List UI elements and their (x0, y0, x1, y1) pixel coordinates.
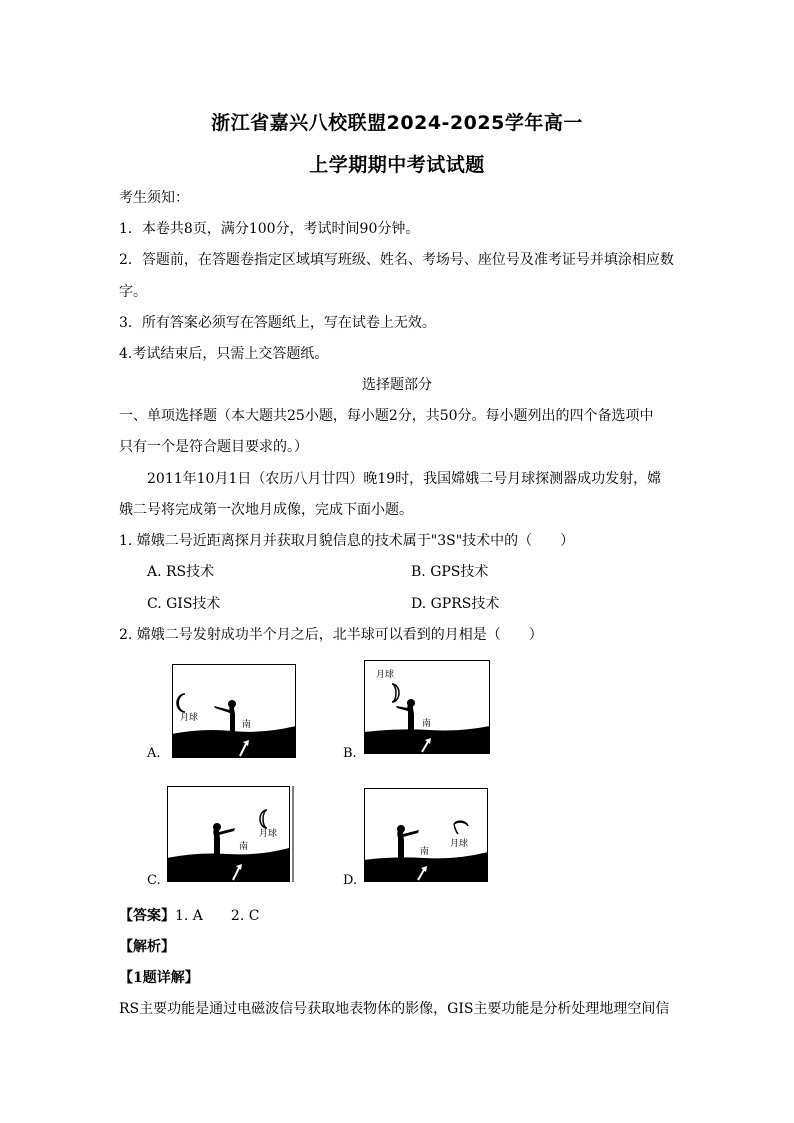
picture-b-moon-label: 月球 (376, 670, 395, 680)
picture-b-letter: B. (343, 746, 357, 761)
notice-heading: 考生须知： (119, 190, 189, 206)
section-title: 选择题部分 (362, 377, 432, 393)
answer-line (119, 905, 259, 925)
picture-a-moon-label: 月球 (180, 713, 199, 723)
picture-d-letter: D. (343, 873, 358, 888)
question-1: 1. 嫦娥二号近距离探月并获取月貌信息的技术属于"3S"技术中的（ ） (119, 533, 575, 549)
notice-item-2: 2．答题前，在答题卷指定区域填写班级、姓名、考场号、座位号及准考证号并填涂相应数 (119, 252, 674, 268)
moon-phase-picture-d (364, 788, 488, 882)
picture-c-moon-label: 月球 (259, 829, 278, 839)
picture-d-moon-label: 月球 (450, 839, 469, 849)
picture-a-letter: A. (147, 746, 161, 761)
analysis-label: 【解析】 (119, 939, 175, 955)
q1-option-d: D. GPRS技术 (411, 596, 500, 612)
stem-line-1: 2011年10月1日（农历八月廿四）晚19时，我国嫦娥二号月球探测器成功发射，嫦 (147, 471, 662, 487)
q1-option-a: A. RS技术 (147, 564, 215, 580)
analysis-text: RS主要功能是通过电磁波信号获取地表物体的影像，GIS主要功能是分析处理地理空间信 (119, 1001, 670, 1017)
q1-option-c: C. GIS技术 (147, 596, 221, 612)
notice-item-1: 1．本卷共8页，满分100分，考试时间90分钟。 (119, 221, 420, 237)
q1-option-b: B. GPS技术 (411, 564, 489, 580)
notice-item-3: 3．所有答案必须写在答题纸上，写在试卷上无效。 (119, 315, 436, 331)
notice-item-2-cont: 字。 (119, 284, 147, 300)
analysis-sub-label: 【1题详解】 (119, 970, 199, 986)
answer-label: 【答案】 (119, 908, 175, 924)
section-instruction-1: 一、单项选择题（本大题共25小题，每小题2分，共50分。每小题列出的四个备选项中 (119, 408, 654, 424)
question-2: 2. 嫦娥二号发射成功半个月之后，北半球可以看到的月相是（ ） (119, 627, 543, 643)
notice-item-4: 4.考试结束后，只需上交答题纸。 (119, 346, 329, 362)
picture-d-south-label: 南 (420, 847, 430, 857)
section-instruction-2: 只有一个是符合题目要求的。） (119, 439, 308, 455)
picture-b-south-label: 南 (422, 719, 432, 729)
picture-c-south-label: 南 (239, 842, 249, 852)
exam-title-line2: 上学期期中考试试题 (309, 154, 485, 176)
moon-phase-picture-a (172, 664, 296, 758)
answer-text: 1. A 2. C (175, 908, 260, 924)
moon-phase-picture-c (167, 786, 295, 882)
moon-phase-picture-b (364, 660, 490, 754)
exam-title-line1: 浙江省嘉兴八校联盟2024-2025学年高一 (211, 112, 583, 134)
stem-line-2: 娥二号将完成第一次地月成像，完成下面小题。 (119, 502, 413, 518)
picture-c-letter: C. (147, 873, 161, 888)
picture-a-south-label: 南 (242, 720, 252, 730)
